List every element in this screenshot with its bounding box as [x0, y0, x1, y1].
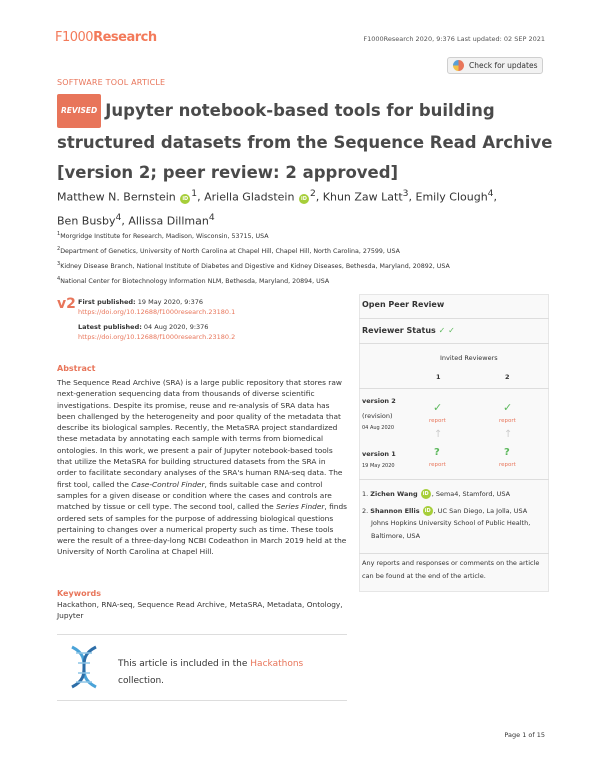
arrow-up-icon: ↑ — [504, 429, 513, 440]
reviewer-column-2: 2 — [505, 373, 510, 381]
affiliation: $^1$Morgridge Institute for Research, Madison, Wisconsin, 53715, USA — [57, 231, 269, 241]
version-1-date: 19 May 2020 — [362, 463, 395, 469]
keywords-text: Hackathon, RNA-seq, Sequence Read Archive, MetaSRA, Metadata, Ontology, Jupyter — [57, 600, 343, 621]
reviewer-status: Reviewer Status ✓ ✓ — [362, 326, 455, 335]
author-affil-num: 2 — [309, 188, 316, 199]
page-number: Page 1 of 15 — [504, 731, 545, 739]
version-label: v2 — [57, 296, 76, 312]
arrow-up-icon: ↑ — [434, 429, 443, 440]
first-published-date: 19 May 2020, 9:376 — [137, 298, 203, 306]
author-affil-num: 4 — [115, 211, 122, 223]
author-affil-num: 3 — [402, 188, 409, 199]
latest-published-label: Latest published: — [78, 323, 142, 331]
logo-prefix: F1000 — [55, 30, 94, 45]
reviewer-name[interactable]: Shannon Ellis — [370, 506, 420, 515]
publication-info — [78, 297, 235, 342]
author-list — [57, 184, 557, 231]
author-name[interactable]: Ben Busby — [57, 214, 116, 228]
first-doi-link[interactable]: https://doi.org/10.12688/f1000research.23180.1 — [78, 308, 236, 316]
hackathons-link[interactable]: Hackathons — [250, 659, 304, 669]
article-title — [57, 94, 557, 188]
author-name[interactable]: , Khun Zaw Latt — [315, 190, 403, 204]
affiliation: $^2$Department of Genetics, University of North Carolina at Chapel Hill, Chapel Hill, North Carolina, 27599, USA — [57, 246, 400, 256]
divider — [57, 700, 347, 701]
divider — [57, 634, 347, 635]
author-separator: , — [493, 190, 497, 204]
orcid-icon[interactable]: iD — [180, 194, 190, 204]
revised-badge: REVISED — [57, 94, 101, 128]
affiliation: $^3$Kidney Disease Branch, National Institute of Diabetes and Digestive and Kidney Diseases, Bethesda, Maryland, 20892, USA — [57, 261, 450, 271]
author-affil-num: 1 — [191, 188, 198, 199]
reviewer-name[interactable]: Zichen Wang — [370, 490, 418, 498]
approved-check-icon: ✓ — [503, 401, 513, 414]
author-name[interactable]: Matthew N. Bernstein — [57, 190, 176, 204]
invited-reviewers-label: Invited Reviewers — [440, 354, 498, 362]
version-2-label: version 2 — [362, 397, 396, 405]
logo-suffix: Research — [93, 30, 157, 45]
approved-check-icon: ✓ ✓ — [438, 326, 455, 335]
divider — [359, 318, 549, 319]
collection-note: This article is included in the Hackathons collection. — [118, 659, 304, 686]
author-name[interactable]: , Ariella Gladstein — [197, 190, 295, 204]
orcid-icon[interactable]: iD — [421, 489, 431, 499]
latest-doi-link[interactable]: https://doi.org/10.12688/f1000research.23180.2 — [78, 333, 236, 341]
reviewer-list — [362, 488, 547, 542]
abstract-body: The Sequence Read Archive (SRA) is a large public repository that stores raw next-generation sequencing data from thousands of diverse scientific investigations. Despite its promise, reuse and re-analysis of SRA data has been challenged by the heterogeneity and poor quality of the metadata that describe its biological samples. Recently, the MetaSRA project standardized these metadata by annotating each sample with terms from biomedical ontologies. In this work, we present a pair of Jupyter notebook-based tools that utilize the MetaSRA for building structured datasets from the SRA in order to facilitate secondary analyses of the SRA's human RNA-seq data. The first tool, called the Case-Control Finder, finds suitable case and control samples for a given disease or condition where the cases and controls are matched by tissue or cell type. The second tool, called the Series Finder, finds ordered sets of samples for the purpose of addressing biological questions pertaining to changes over a numerical property such as time. These tools were the result of a three-day-long NCBI Codeathon in March 2019 held at the University of North Carolina at Chapel Hill. — [57, 378, 347, 557]
orcid-icon[interactable]: iD — [299, 194, 309, 204]
version-1-label: version 1 — [362, 450, 396, 458]
reviewer-column-1: 1 — [436, 373, 441, 381]
check-updates-label: Check for updates — [469, 61, 538, 70]
divider — [359, 343, 549, 344]
first-published-label: First published: — [78, 298, 136, 306]
version-2-sub: (revision) — [362, 412, 393, 420]
dna-collection-icon — [62, 643, 106, 691]
title-text: Jupyter notebook-based tools for building structured datasets from the Sequence Read Archive [version 2; peer review: 2 approved] — [57, 101, 553, 182]
question-mark-icon: ? — [504, 447, 510, 458]
reviewer-affiliation: Johns Hopkins University School of Public Health, Baltimore, USA — [371, 519, 531, 540]
divider — [359, 388, 549, 389]
author-affil-num: 4 — [208, 211, 215, 223]
author-name[interactable]: , Emily Clough — [408, 190, 488, 204]
report-link[interactable]: report — [499, 418, 516, 424]
report-link[interactable]: report — [429, 418, 446, 424]
reviewer-entry: 2. Shannon Ellis iD , UC San Diego, La Jolla, USA — [362, 506, 528, 515]
author-name[interactable]: , Allissa Dillman — [121, 214, 209, 228]
approved-check-icon: ✓ — [433, 401, 443, 414]
version-2-date: 04 Aug 2020 — [362, 425, 395, 431]
check-for-updates-button[interactable] — [447, 57, 543, 74]
latest-published-date: 04 Aug 2020, 9:376 — [143, 323, 209, 331]
affiliation: $^4$National Center for Biotechnology Information NLM, Bethesda, Maryland, 20894, USA — [57, 276, 330, 286]
f1000-logo[interactable] — [55, 30, 157, 45]
article-type: SOFTWARE TOOL ARTICLE — [57, 78, 166, 87]
question-mark-icon: ? — [434, 447, 440, 458]
report-link[interactable]: report — [429, 462, 446, 468]
orcid-icon[interactable]: iD — [423, 506, 433, 516]
divider — [359, 553, 549, 554]
author-affil-num: 4 — [487, 188, 494, 199]
keywords-heading: Keywords — [57, 589, 102, 598]
reviewer-entry: 1. Zichen Wang iD , Sema4, Stamford, USA — [362, 490, 511, 498]
citation-line: F1000Research 2020, 9:376 Last updated: 02 SEP 2021 — [363, 35, 545, 43]
crossmark-icon — [453, 60, 464, 71]
divider — [359, 479, 549, 480]
abstract-heading: Abstract — [57, 364, 96, 373]
peer-review-panel — [359, 294, 549, 592]
reports-note: Any reports and responses or comments on the article can be found at the end of the article. — [362, 559, 540, 580]
report-link[interactable]: report — [499, 462, 516, 468]
affiliations — [57, 228, 450, 288]
open-peer-review-heading: Open Peer Review — [362, 300, 445, 309]
